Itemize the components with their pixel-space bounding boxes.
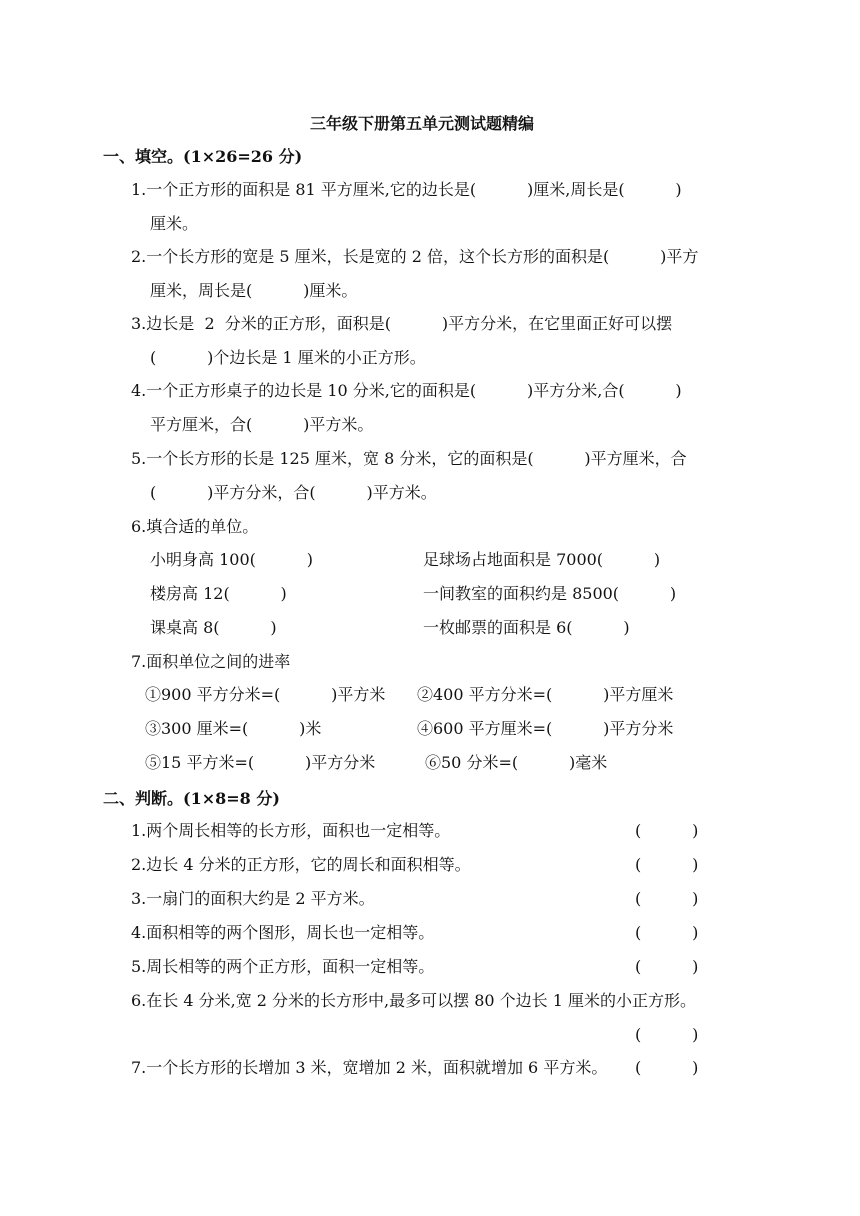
answer-bracket: ( ) bbox=[635, 821, 699, 840]
section2-heading: 二、判断。(1×8=8 分) bbox=[103, 789, 280, 808]
answer-bracket: ( ) bbox=[635, 923, 699, 942]
section1-heading: 一、填空。(1×26=26 分) bbox=[103, 147, 303, 166]
question-1-line1: 1.一个正方形的面积是 81 平方厘米,它的边长是( )厘米,周长是( ) bbox=[131, 180, 682, 199]
unit-item: 一枚邮票的面积是 6( ) bbox=[423, 618, 630, 637]
judge-item: 1.两个周长相等的长方形，面积也一定相等。 bbox=[131, 821, 451, 840]
conversion-item: ⑤15 平方米=( )平方分米 bbox=[145, 753, 376, 772]
conversion-item: ③300 厘米=( )米 bbox=[145, 719, 322, 738]
question-5-line2: ( )平方分米，合( )平方米。 bbox=[150, 483, 437, 502]
answer-bracket: ( ) bbox=[635, 1025, 699, 1044]
question-2-line2: 厘米，周长是( )厘米。 bbox=[150, 281, 358, 300]
answer-bracket: ( ) bbox=[635, 889, 699, 908]
unit-item: 楼房高 12( ) bbox=[150, 584, 287, 603]
judge-item: 4.面积相等的两个图形，周长也一定相等。 bbox=[131, 923, 435, 942]
question-2-line1: 2.一个长方形的宽是 5 厘米，长是宽的 2 倍，这个长方形的面积是( )平方 bbox=[131, 247, 699, 266]
conversion-item: ⑥50 分米=( )毫米 bbox=[425, 753, 608, 772]
unit-item: 一间教室的面积约是 8500( ) bbox=[423, 584, 677, 603]
question-5-line1: 5.一个长方形的长是 125 厘米，宽 8 分米，它的面积是( )平方厘米，合 bbox=[131, 449, 687, 468]
question-4-line1: 4.一个正方形桌子的边长是 10 分米,它的面积是( )平方分米,合( ) bbox=[131, 381, 682, 400]
question-3-line2: ( )个边长是 1 厘米的小正方形。 bbox=[150, 348, 426, 367]
conversion-item: ②400 平方分米=( )平方厘米 bbox=[417, 685, 674, 704]
page-title: 三年级下册第五单元测试题精编 bbox=[310, 114, 535, 133]
unit-item: 足球场占地面积是 7000( ) bbox=[423, 550, 661, 569]
judge-item: 7.一个长方形的长增加 3 米，宽增加 2 米，面积就增加 6 平方米。 bbox=[131, 1058, 608, 1077]
conversion-item: ①900 平方分米=( )平方米 bbox=[145, 685, 386, 704]
judge-item: 2.边长 4 分米的正方形，它的周长和面积相等。 bbox=[131, 855, 471, 874]
answer-bracket: ( ) bbox=[635, 957, 699, 976]
question-6-label: 6.填合适的单位。 bbox=[131, 517, 259, 536]
question-1-line2: 厘米。 bbox=[150, 214, 199, 233]
conversion-item: ④600 平方厘米=( )平方分米 bbox=[417, 719, 674, 738]
judge-item: 3.一扇门的面积大约是 2 平方米。 bbox=[131, 889, 375, 908]
question-7-label: 7.面积单位之间的进率 bbox=[131, 652, 291, 671]
unit-item: 课桌高 8( ) bbox=[150, 618, 277, 637]
unit-item: 小明身高 100( ) bbox=[150, 550, 313, 569]
answer-bracket: ( ) bbox=[635, 855, 699, 874]
question-4-line2: 平方厘米，合( )平方米。 bbox=[150, 415, 374, 434]
answer-bracket: ( ) bbox=[635, 1058, 699, 1077]
judge-item: 6.在长 4 分米,宽 2 分米的长方形中,最多可以摆 80 个边长 1 厘米的小正方形。 bbox=[131, 991, 697, 1010]
judge-item: 5.周长相等的两个正方形，面积一定相等。 bbox=[131, 957, 435, 976]
question-3-line1: 3.边长是 2 分米的正方形，面积是( )平方分米，在它里面正好可以摆 bbox=[131, 314, 673, 333]
